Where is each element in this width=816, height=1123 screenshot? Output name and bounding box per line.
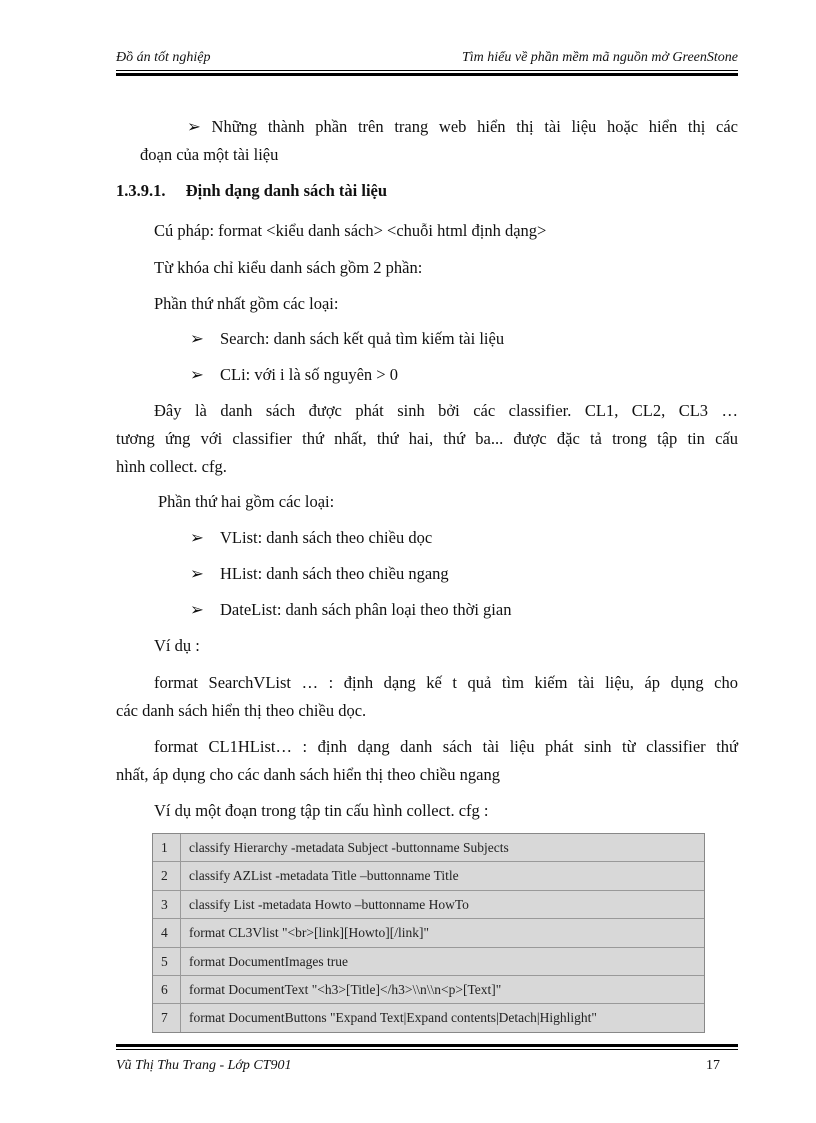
- footer-rule-thick: [116, 1044, 738, 1047]
- code-row: [153, 919, 704, 947]
- list-item: ➢ CLi: với i là số nguyên > 0: [190, 365, 398, 384]
- paragraph-line: format CL1HList… : định dạng danh sách tài liệu phát sinh từ classifier thứ: [154, 737, 738, 756]
- arrow-bullet-icon: ➢: [190, 365, 204, 384]
- code-row: [153, 891, 704, 919]
- arrow-bullet-icon: ➢: [190, 600, 204, 619]
- line-number: 4: [153, 919, 181, 946]
- line-number: 7: [153, 1004, 181, 1031]
- code-text: format DocumentText "<h3>[Title]</h3>\\n\\n<p>[Text]": [189, 981, 502, 997]
- part-two-label: Phần thứ hai gồm các loại:: [158, 492, 335, 511]
- paragraph-line: Đây là danh sách được phát sinh bởi các classifier. CL1, CL2, CL3 …: [154, 401, 738, 420]
- heading-number: 1.3.9.1.: [116, 181, 166, 200]
- code-block: [152, 833, 705, 1033]
- arrow-bullet-icon: ➢: [190, 528, 204, 547]
- list-item: ➢ HList: danh sách theo chiều ngang: [190, 564, 449, 583]
- list-item: ➢ VList: danh sách theo chiều dọc: [190, 528, 433, 547]
- code-row: [153, 948, 704, 976]
- code-row: [153, 834, 704, 862]
- config-intro: Ví dụ một đoạn trong tập tin cấu hình collect. cfg :: [154, 801, 489, 820]
- code-text: classify AZList -metadata Title –buttonname Title: [189, 868, 459, 884]
- code-text: format CL3Vlist "<br>[link][Howto][/link]": [189, 925, 429, 941]
- bullet-paragraph-line-2: đoạn của một tài liệu: [140, 145, 279, 164]
- header-left: Đồ án tốt nghiệp: [116, 50, 211, 65]
- code-row: [153, 862, 704, 890]
- header-right: Tìm hiểu về phần mềm mã nguồn mở GreenStone: [461, 50, 738, 65]
- code-text: classify List -metadata Howto –buttonname HowTo: [189, 896, 469, 912]
- heading-title: Định dạng danh sách tài liệu: [185, 181, 388, 200]
- line-number: 3: [153, 891, 181, 918]
- paragraph-line: các danh sách hiển thị theo chiều dọc.: [116, 701, 367, 720]
- paragraph-line: hình collect. cfg.: [116, 457, 227, 476]
- line-number: 2: [153, 862, 181, 889]
- header-rule-thick: [116, 73, 738, 76]
- paragraph-line: tương ứng với classifier thứ nhất, thứ hai, thứ ba... được đặc tả trong tập tin cấu: [116, 429, 738, 448]
- bullet-paragraph-line-1: ➢ Những thành phần trên trang web hiển thị tài liệu hoặc hiển thị các: [187, 117, 739, 136]
- line-number: 5: [153, 948, 181, 975]
- footer-rule-thin: [116, 1049, 738, 1050]
- arrow-bullet-icon: ➢: [190, 329, 204, 348]
- header-rule-thin: [116, 70, 738, 71]
- code-text: format DocumentImages true: [189, 953, 348, 969]
- code-row: [153, 1004, 704, 1031]
- code-text: format DocumentButtons "Expand Text|Expand contents|Detach|Highlight": [189, 1010, 597, 1026]
- arrow-bullet-icon: ➢: [187, 117, 201, 136]
- paragraph-line: nhất, áp dụng cho các danh sách hiển thị theo chiều ngang: [116, 765, 500, 784]
- paragraph-line: format SearchVList … : định dạng kế t quả tìm kiếm tài liệu, áp dụng cho: [154, 673, 738, 692]
- code-text: classify Hierarchy -metadata Subject -buttonname Subjects: [189, 840, 509, 855]
- list-item: ➢ Search: danh sách kết quả tìm kiếm tài liệu: [190, 329, 505, 348]
- syntax-line: Cú pháp: format <kiểu danh sách> <chuỗi html định dạng>: [154, 221, 547, 240]
- section-heading: [116, 181, 387, 201]
- part-one-label: Phần thứ nhất gồm các loại:: [154, 294, 339, 313]
- arrow-bullet-icon: ➢: [190, 564, 204, 583]
- page-number: 17: [706, 1058, 720, 1073]
- example-label: Ví dụ :: [154, 636, 200, 655]
- code-row: [153, 976, 704, 1004]
- keyword-intro: Từ khóa chỉ kiểu danh sách gồm 2 phần:: [154, 258, 423, 277]
- footer-author: Vũ Thị Thu Trang - Lớp CT901: [116, 1058, 292, 1073]
- list-item: ➢ DateList: danh sách phân loại theo thời gian: [190, 600, 512, 619]
- line-number: 1: [153, 834, 181, 861]
- line-number: 6: [153, 976, 181, 1003]
